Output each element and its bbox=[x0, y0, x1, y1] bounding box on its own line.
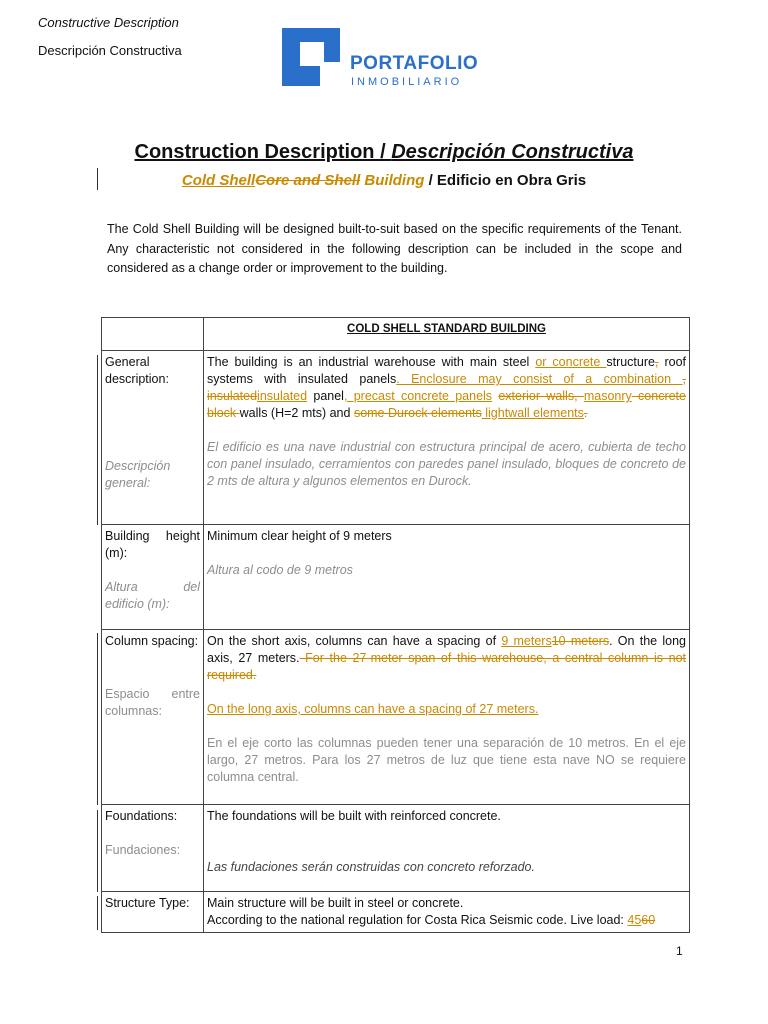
row-text-es: Las fundaciones serán construidas con concreto reforzado. bbox=[207, 860, 535, 874]
row-label-en: Building height (m): bbox=[105, 529, 200, 560]
row-text-inserted: On the long axis, columns can have a spacing of 27 meters. bbox=[207, 702, 539, 716]
document-subtitle bbox=[0, 172, 768, 189]
change-bar bbox=[97, 355, 98, 525]
change-bar bbox=[97, 810, 98, 892]
row-label-en: General description: bbox=[105, 355, 169, 386]
row-label-en: Column spacing: bbox=[105, 634, 199, 648]
table-row bbox=[102, 892, 690, 933]
row-text-en-2: According to the national regulation for Costa Rica Seismic code. Live load: 4560 bbox=[207, 913, 656, 927]
row-text-en: The building is an industrial warehouse with main steel or concrete structure, roof systems with insulated panels. Enclosure may consist of a combination , insulatedinsulated panel, precast concrete panels exterior walls, masonry concrete block walls (H=2 mts) and some Durock elements lightwall elements. bbox=[207, 355, 686, 420]
company-logo bbox=[282, 28, 492, 90]
table-header-row bbox=[102, 318, 690, 351]
table-row bbox=[102, 525, 690, 630]
title-english: Construction Description / bbox=[134, 141, 392, 163]
header-line-en: Constructive Description bbox=[38, 15, 179, 30]
logo-name: PORTAFOLIO bbox=[350, 53, 479, 74]
row-text-en: Main structure will be built in steel or concrete. bbox=[207, 896, 464, 910]
change-bar bbox=[97, 633, 98, 805]
table-row bbox=[102, 805, 690, 892]
row-text-es: El edificio es una nave industrial con estructura principal de acero, cubierta de techo con panel insulado, cerramientos con paredes panel insulado, bloques de concreto de 2 mts de altura y algunos elementos en Durock. bbox=[207, 440, 686, 488]
table-row bbox=[102, 630, 690, 805]
page-number: 1 bbox=[676, 944, 683, 958]
row-text-es: Altura al codo de 9 metros bbox=[207, 563, 353, 577]
table-heading: COLD SHELL STANDARD BUILDING bbox=[347, 323, 546, 335]
row-label-es: Descripción general: bbox=[105, 459, 171, 490]
table-row bbox=[102, 351, 690, 525]
change-bar bbox=[97, 896, 98, 930]
row-label-es: Altura del edificio (m): bbox=[105, 580, 200, 611]
header-line-es: Descripción Constructiva bbox=[38, 43, 182, 58]
subtitle-deleted: Core and Shell bbox=[255, 172, 361, 189]
row-text-en: The foundations will be built with reinforced concrete. bbox=[207, 809, 501, 823]
row-label-es: Fundaciones: bbox=[105, 843, 181, 857]
document-title bbox=[0, 141, 768, 164]
spec-table bbox=[101, 317, 690, 933]
subtitle-inserted: Cold Shell bbox=[181, 172, 256, 189]
subtitle-rest: / Edificio en Obra Gris bbox=[424, 172, 587, 189]
subtitle-building: Building bbox=[360, 172, 425, 189]
intro-paragraph: The Cold Shell Building will be designed built-to-suit based on the specific requirements of the Tenant. Any characteristic not considered in the following description can be included in the scope and considered as a change order or improvement to the building. bbox=[107, 222, 682, 275]
row-text-en: On the short axis, columns can have a spacing of 9 meters10 meters. On the long axis, 27 meters. For the 27-meter span of this warehouse, a central column is not required. bbox=[207, 634, 686, 682]
title-spanish: Descripción Constructiva bbox=[391, 141, 634, 163]
row-label-en: Structure Type: bbox=[105, 896, 190, 910]
row-text-en: Minimum clear height of 9 meters bbox=[207, 529, 392, 543]
row-label-en: Foundations: bbox=[105, 809, 178, 823]
row-text-es: En el eje corto las columnas pueden tener una separación de 10 metros. En el eje largo, 27 metros. Para los 27 metros de luz que tiene esta nave NO se requiere columna central. bbox=[207, 736, 686, 784]
row-label-es: Espacio entre columnas: bbox=[105, 687, 200, 718]
logo-subname: INMOBILIARIO bbox=[351, 76, 463, 88]
